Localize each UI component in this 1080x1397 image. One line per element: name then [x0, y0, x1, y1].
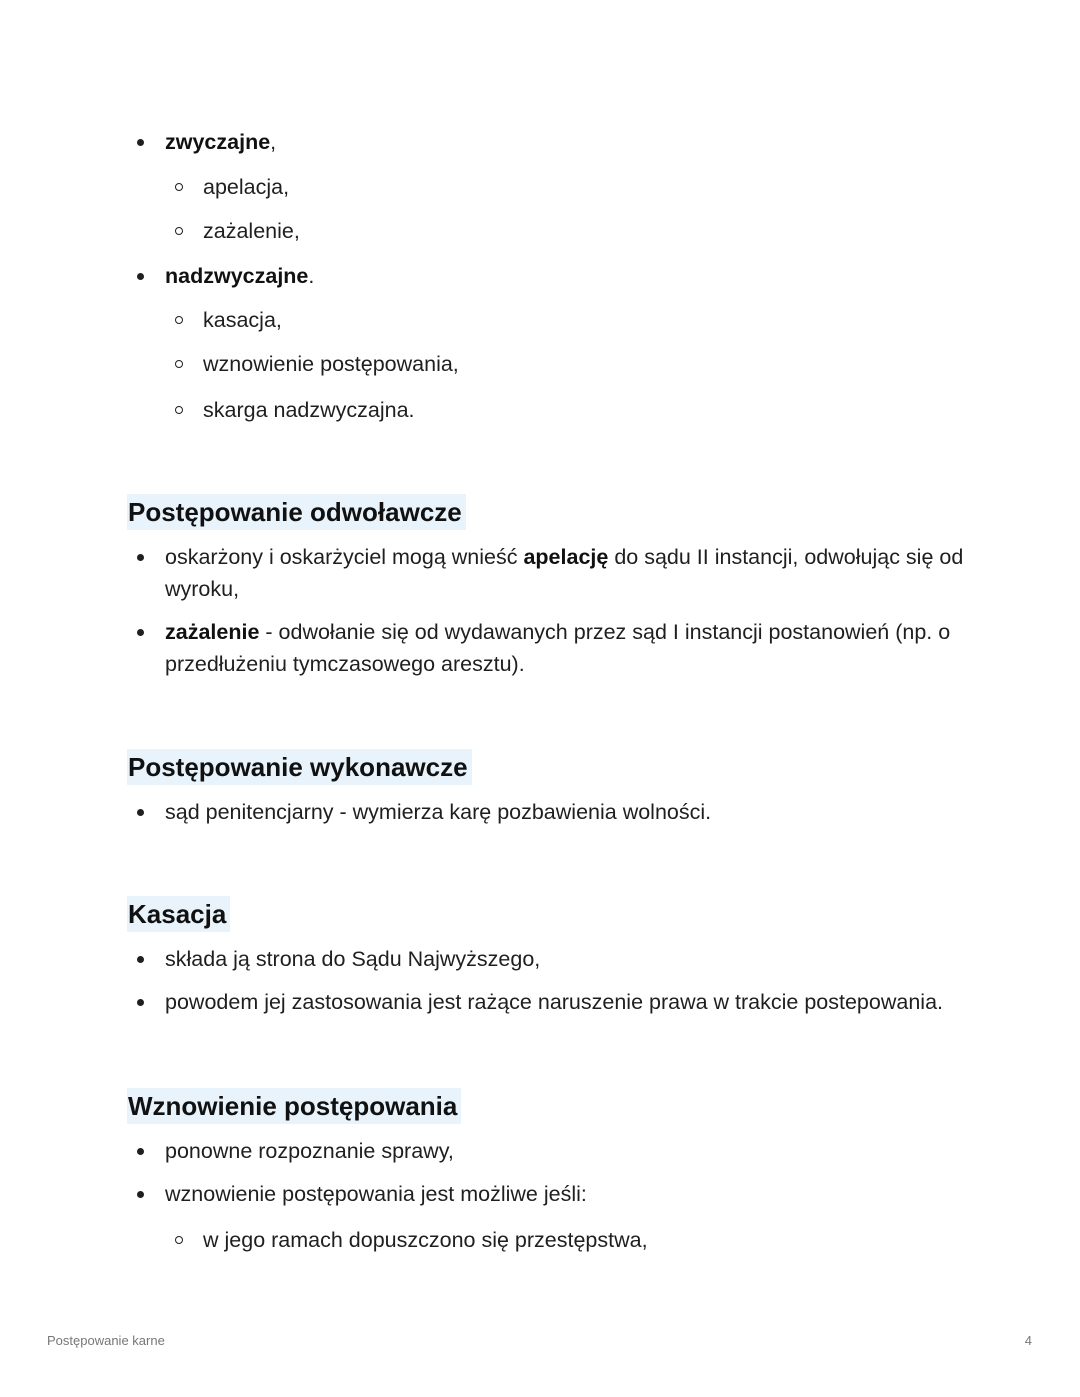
bullet-icon [137, 986, 144, 1018]
list-item: powodem jej zastosowania jest rażące naruszenie prawa w trakcie postepowania. [165, 990, 943, 1014]
sub-list-item: apelacja, [203, 175, 290, 199]
list-item-continuation: przedłużeniu tymczasowego aresztu). [165, 652, 525, 676]
list-item-bold: zażalenie [165, 620, 260, 644]
section-heading-kasacja: Kasacja [127, 896, 230, 932]
bullet-icon [137, 796, 144, 828]
sub-list-item: wznowienie postępowania, [203, 352, 459, 376]
bullet-icon [137, 616, 144, 648]
list-item: ponowne rozpoznanie sprawy, [165, 1139, 454, 1163]
page-number: 4 [1024, 1333, 1032, 1348]
sub-list-item: skarga nadzwyczajna. [203, 398, 415, 422]
bullet-icon [137, 1135, 144, 1167]
list-item-bold: nadzwyczajne [165, 264, 309, 288]
list-item-continuation: wyroku, [165, 577, 240, 601]
bullet-icon [137, 260, 144, 292]
sub-bullet-icon [175, 304, 183, 336]
list-item: wznowienie postępowania jest możliwe jeśli: [165, 1182, 587, 1206]
list-item: nadzwyczajne. [165, 264, 315, 288]
list-item-bold: apelację [523, 545, 609, 569]
section-heading-odwolawcze: Postępowanie odwoławcze [127, 494, 466, 530]
list-item-bold: zwyczajne [165, 130, 271, 154]
list-item: sąd penitencjarny - wymierza karę pozbawienia wolności. [165, 800, 712, 824]
sub-bullet-icon [175, 394, 183, 426]
list-item: oskarżony i oskarżyciel mogą wnieść apelację do sądu II instancji, odwołując się od [165, 545, 964, 569]
sub-list-item: w jego ramach dopuszczono się przestępstwa, [203, 1228, 648, 1252]
section-heading-wznowienie: Wznowienie postępowania [127, 1088, 461, 1124]
sub-bullet-icon [175, 215, 183, 247]
section-heading-wykonawcze: Postępowanie wykonawcze [127, 749, 472, 785]
footer-title: Postępowanie karne [47, 1333, 165, 1348]
bullet-icon [137, 541, 144, 573]
sub-list-item: kasacja, [203, 308, 282, 332]
list-item: zażalenie - odwołanie się od wydawanych przez sąd I instancji postanowień (np. o [165, 620, 951, 644]
sub-bullet-icon [175, 348, 183, 380]
sub-list-item: zażalenie, [203, 219, 300, 243]
list-item: zwyczajne, [165, 130, 277, 154]
sub-bullet-icon [175, 1224, 183, 1256]
bullet-icon [137, 943, 144, 975]
bullet-icon [137, 126, 144, 158]
list-item: składa ją strona do Sądu Najwyższego, [165, 947, 541, 971]
sub-bullet-icon [175, 171, 183, 203]
bullet-icon [137, 1178, 144, 1210]
